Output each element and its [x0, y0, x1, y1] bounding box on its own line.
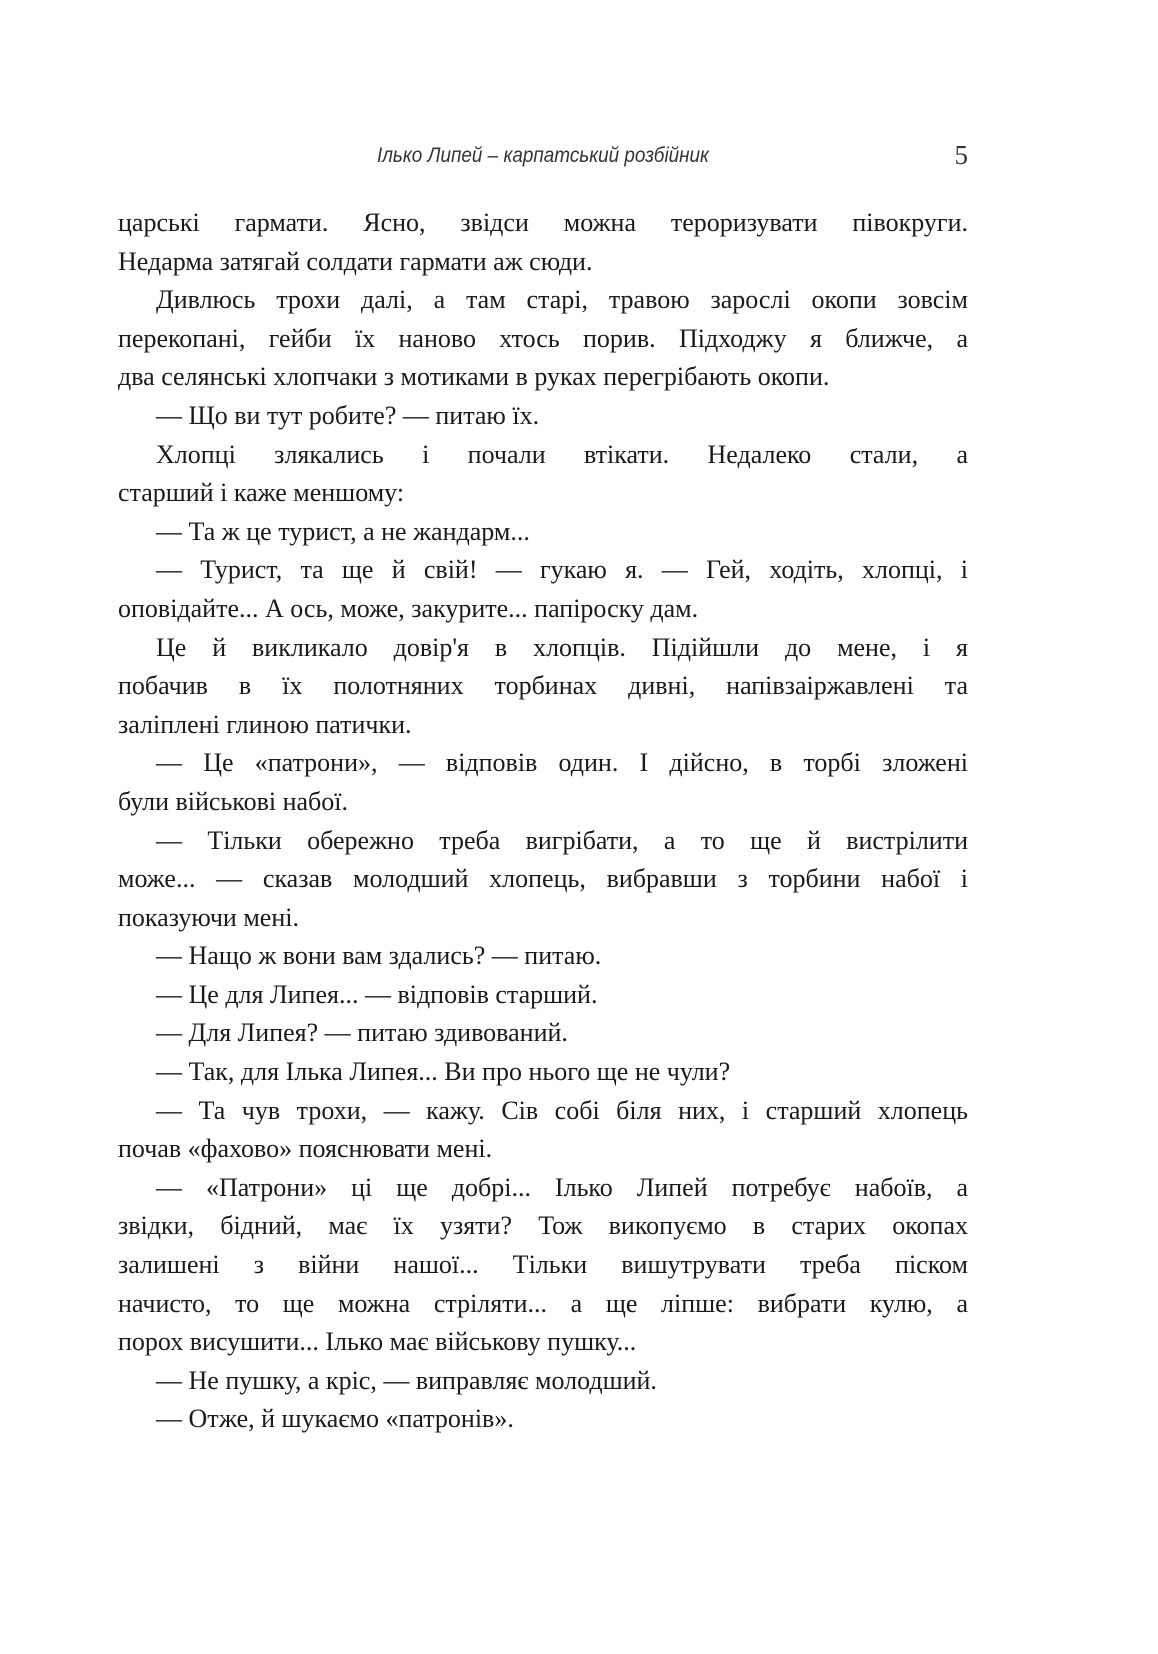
text-line: — Для Липея? — питаю здивований. [156, 1018, 568, 1048]
text-line: — Що ви тут робите? — питаю їх. [156, 400, 540, 430]
text-line: — Та чув трохи, — кажу. Сів собі біля них, і старший хлопець [156, 1095, 968, 1125]
text-line: заліплені глиною патички. [118, 709, 412, 739]
running-title: Ілько Липей – карпатський розбійник [377, 144, 709, 167]
text-line: — «Патрони» ці ще добрі... Ілько Липей потребує набоїв, а [156, 1172, 968, 1202]
text-line: царські гармати. Ясно, звідси можна тероризувати півокруги. [118, 208, 968, 237]
text-line: Недарма затягай солдати гармати аж сюди. [118, 246, 593, 276]
text-line: Дивлюсь трохи далі, а там старі, травою зарослі окопи зовсім [156, 285, 968, 315]
page-number: 5 [954, 140, 968, 170]
text-line: начисто, то ще можна стріляти... а ще ліпше: вибрати кулю, а [118, 1288, 968, 1318]
text-line: — Та ж це турист, а не жандарм... [156, 516, 530, 546]
text-line: — Отже, й шукаємо «патронів». [156, 1404, 514, 1434]
text-line: — Це для Липея... — відповів старший. [156, 979, 598, 1009]
text-line: — Не пушку, а кріс, — виправляє молодший. [156, 1365, 657, 1395]
text-line: старший і каже меншому: [118, 478, 405, 508]
text-line: були військові набої. [118, 786, 349, 816]
page-body [118, 204, 968, 1439]
text-line: може... — сказав молодший хлопець, вибравши з торбини набої і [118, 864, 968, 894]
text-line: порох висушити... Ілько має військову пушку... [118, 1327, 637, 1357]
text-line: Це й викликало довір'я в хлопців. Підійшли до мене, і я [156, 632, 968, 662]
text-line: побачив в їх полотняних торбинах дивні, напівзаіржавлені та [118, 671, 968, 701]
text-line: почав «фахово» пояснювати мені. [118, 1134, 493, 1164]
text-line: — Нащо ж вони вам здались? — питаю. [156, 941, 602, 971]
text-line: — Так, для Ілька Липея... Ви про нього ще не чули? [156, 1057, 731, 1087]
text-line: Хлопці злякались і почали втікати. Недалеко стали, а [156, 439, 968, 469]
text-line: залишені з війни нашої... Тільки вишутрувати треба піском [118, 1250, 968, 1280]
text-line: — Турист, та ще й свій! — гукаю я. — Гей, ходіть, хлопці, і [156, 555, 968, 585]
text-line: оповідайте... А ось, може, закурите... папіроску дам. [118, 593, 699, 623]
running-header [118, 140, 968, 174]
text-line: — Тільки обережно треба вигрібати, а то ще й вистрілити [156, 825, 968, 855]
text-line: перекопані, гейби їх наново хтось порив. Підходжу я ближче, а [118, 323, 968, 353]
text-line: звідки, бідний, має їх узяти? Тож викопуємо в старих окопах [118, 1211, 968, 1241]
text-line: два селянські хлопчаки з мотиками в руках перегрібають окопи. [118, 362, 830, 392]
text-line: — Це «патрони», — відповів один. І дійсно, в торбі зложені [156, 748, 968, 778]
text-line: показуючи мені. [118, 902, 299, 932]
